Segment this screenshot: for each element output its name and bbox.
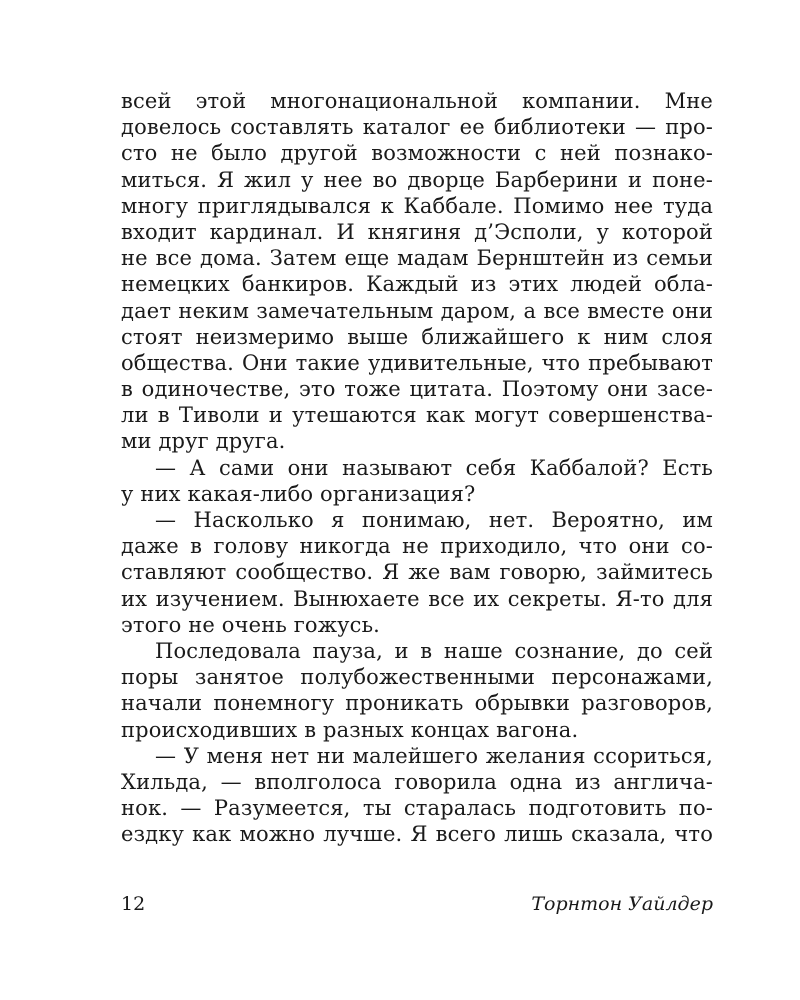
text-line: всей этой многонациональной компании. Мне	[121, 89, 713, 113]
running-title: Торнтон Уайлдер	[531, 893, 713, 915]
page-number: 12	[121, 893, 146, 915]
text-line: — У меня нет ни малейшего желания ссориться,	[155, 743, 713, 768]
text-line: начали понемногу проникать обрывки разговоров,	[121, 691, 713, 716]
text-line: в одиночестве, это тоже цитата. Поэтому они засе-	[121, 377, 713, 402]
text-line: происходивших в разных концах вагона.	[121, 717, 579, 742]
text-line: даже в голову никогда не приходило, что они со-	[121, 534, 713, 559]
text-line: их изучением. Вынюхаете все их секреты. Я-то для	[121, 586, 713, 611]
text-line: миться. Я жил у нее во дворце Барберини и поне-	[121, 167, 713, 192]
text-line: ездку как можно лучше. Я всего лишь сказала, что	[121, 822, 713, 847]
text-line: не все дома. Затем еще мадам Бернштейн из семьи	[121, 246, 713, 271]
text-line: Последовала пауза, и в наше сознание, до сей	[155, 638, 713, 663]
text-line: сто не было другой возможности с ней познако-	[121, 141, 713, 166]
text-line: у них какая-либо организация?	[121, 481, 476, 506]
text-line: — Насколько я понимаю, нет. Вероятно, им	[155, 508, 713, 532]
text-line: этого не очень гожусь.	[121, 612, 380, 637]
text-line: поры занятое полубожественными персонажами,	[121, 665, 713, 690]
text-line: дает неким замечательным даром, а все вместе они	[121, 298, 713, 323]
text-line: довелось составлять каталог ее библиотеки — про-	[121, 115, 713, 140]
text-line: многу приглядывался к Каббале. Помимо нее туда	[121, 193, 713, 218]
text-line: входит кардинал. И княгиня д’Эсполи, у которой	[121, 219, 713, 244]
text-line: ставляют сообщество. Я же вам говорю, займитесь	[121, 560, 713, 585]
text-line: ли в Тиволи и утешаются как могут совершенства-	[121, 403, 713, 428]
text-line: Хильда, — вполголоса говорила одна из англича-	[121, 769, 713, 794]
text-line: стоят неизмеримо выше ближайшего к ним слоя	[121, 324, 713, 349]
text-line: общества. Они такие удивительные, что пребывают	[121, 350, 713, 375]
body-text	[121, 88, 713, 847]
text-line: нок. — Разумеется, ты старалась подготовить по-	[121, 796, 713, 821]
text-line: ми друг друга.	[121, 429, 286, 454]
text-line: немецких банкиров. Каждый из этих людей обла-	[121, 272, 713, 297]
text-line: — А сами они называют себя Каббалой? Есть	[155, 455, 713, 480]
